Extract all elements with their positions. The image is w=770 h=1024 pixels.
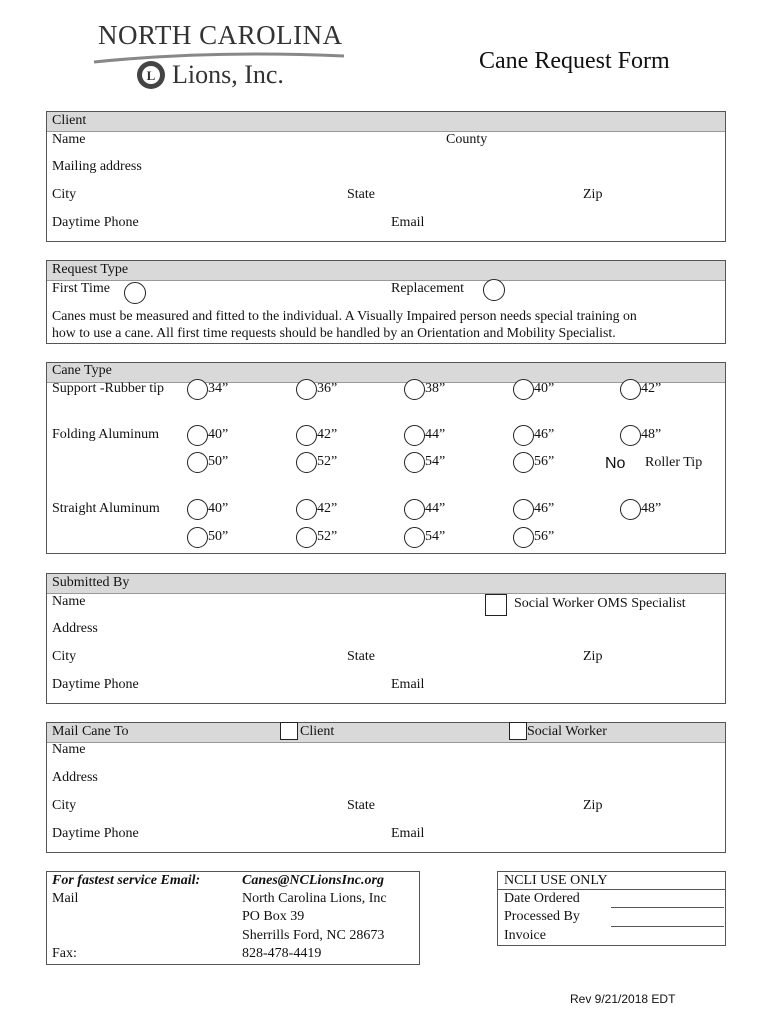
support-size-label: 42” xyxy=(641,381,662,396)
submitted-city-label[interactable]: City xyxy=(52,649,77,664)
request-heading-bar xyxy=(47,261,725,281)
contact-address-line3: Sherrills Ford, NC 28673 xyxy=(242,928,385,943)
support-size-label: 36” xyxy=(317,381,338,396)
client-section xyxy=(46,111,726,242)
straight-size-radio[interactable] xyxy=(513,499,534,520)
processed-by-line[interactable] xyxy=(611,926,724,927)
client-email-label[interactable]: Email xyxy=(391,215,425,230)
mail-section xyxy=(46,722,726,853)
client-heading-bar xyxy=(47,112,725,132)
straight-size-radio[interactable] xyxy=(404,527,425,548)
straight-size-label: 46” xyxy=(534,501,555,516)
fax-label: Fax: xyxy=(52,946,77,961)
folding-size-label: 52” xyxy=(317,454,338,469)
office-heading-divider xyxy=(497,889,726,890)
invoice-label: Invoice xyxy=(504,928,546,943)
mail-state-label[interactable]: State xyxy=(347,798,375,813)
request-note-line2: how to use a cane. All first time requests should be handled by an Orientation and Mobility Specialist. xyxy=(52,325,616,340)
straight-size-label: 48” xyxy=(641,501,662,516)
mail-social-worker-label: Social Worker xyxy=(527,724,607,739)
support-size-label: 40” xyxy=(534,381,555,396)
mail-zip-label[interactable]: Zip xyxy=(583,798,603,813)
folding-size-label: 46” xyxy=(534,427,555,442)
folding-label: Folding Aluminum xyxy=(52,427,159,442)
folding-size-radio[interactable] xyxy=(404,452,425,473)
mail-heading-bar xyxy=(47,723,725,743)
request-note-line1: Canes must be measured and fitted to the individual. A Visually Impaired person needs special training on xyxy=(52,308,637,323)
submitted-email-label[interactable]: Email xyxy=(391,677,425,692)
processed-by-label: Processed By xyxy=(504,909,580,924)
first-time-radio[interactable] xyxy=(124,282,146,304)
folding-size-label: 48” xyxy=(641,427,662,442)
folding-size-radio[interactable] xyxy=(404,425,425,446)
contact-address-line1: North Carolina Lions, Inc xyxy=(242,891,387,906)
straight-size-radio[interactable] xyxy=(620,499,641,520)
client-mailing-label[interactable]: Mailing address xyxy=(52,159,142,174)
date-ordered-line[interactable] xyxy=(611,907,724,908)
date-ordered-label: Date Ordered xyxy=(504,891,580,906)
folding-size-radio[interactable] xyxy=(187,425,208,446)
straight-label: Straight Aluminum xyxy=(52,501,160,516)
client-phone-label[interactable]: Daytime Phone xyxy=(52,215,139,230)
logo-text-line1: NORTH CAROLINA xyxy=(98,20,343,50)
client-name-label[interactable]: Name xyxy=(52,132,86,147)
cane-heading: Cane Type xyxy=(52,363,112,378)
revision-text: Rev 9/21/2018 EDT xyxy=(570,992,676,1006)
submitted-section xyxy=(46,573,726,704)
support-size-radio[interactable] xyxy=(404,379,425,400)
office-heading: NCLI USE ONLY xyxy=(504,873,608,888)
no-roller-tip-text: No xyxy=(605,455,626,472)
folding-size-radio[interactable] xyxy=(620,425,641,446)
submitted-state-label[interactable]: State xyxy=(347,649,375,664)
mail-client-checkbox[interactable] xyxy=(280,722,298,740)
submitted-phone-label[interactable]: Daytime Phone xyxy=(52,677,139,692)
support-size-radio[interactable] xyxy=(296,379,317,400)
cane-heading-bar xyxy=(47,363,725,383)
request-heading: Request Type xyxy=(52,262,129,277)
straight-size-radio[interactable] xyxy=(187,499,208,520)
client-heading: Client xyxy=(52,113,87,128)
contact-email[interactable]: Canes@NCLionsInc.org xyxy=(242,873,384,888)
first-time-label: First Time xyxy=(52,281,110,296)
submitted-zip-label[interactable]: Zip xyxy=(583,649,603,664)
straight-size-label: 50” xyxy=(208,529,229,544)
folding-size-radio[interactable] xyxy=(513,425,534,446)
folding-size-radio[interactable] xyxy=(296,452,317,473)
submitted-heading-bar xyxy=(47,574,725,594)
replacement-label: Replacement xyxy=(391,281,465,296)
logo xyxy=(92,18,352,96)
logo-text-line2: Lions, Inc. xyxy=(172,60,284,89)
folding-size-label: 40” xyxy=(208,427,229,442)
submitted-name-label[interactable]: Name xyxy=(52,594,86,609)
replacement-radio[interactable] xyxy=(483,279,505,301)
client-state-label[interactable]: State xyxy=(347,187,375,202)
folding-size-label: 50” xyxy=(208,454,229,469)
client-city-label[interactable]: City xyxy=(52,187,77,202)
roller-tip-label: Roller Tip xyxy=(645,455,703,470)
mail-name-label[interactable]: Name xyxy=(52,742,86,757)
mail-heading: Mail Cane To xyxy=(52,724,129,739)
folding-size-label: 42” xyxy=(317,427,338,442)
folding-size-label: 44” xyxy=(425,427,446,442)
straight-size-label: 52” xyxy=(317,529,338,544)
support-size-radio[interactable] xyxy=(620,379,641,400)
support-size-radio[interactable] xyxy=(187,379,208,400)
mail-label: Mail xyxy=(52,891,79,906)
support-size-label: 38” xyxy=(425,381,446,396)
mail-phone-label[interactable]: Daytime Phone xyxy=(52,826,139,841)
folding-size-label: 54” xyxy=(425,454,446,469)
support-size-radio[interactable] xyxy=(513,379,534,400)
mail-address-label[interactable]: Address xyxy=(52,770,98,785)
straight-size-label: 56” xyxy=(534,529,555,544)
mail-social-worker-checkbox[interactable] xyxy=(509,722,527,740)
social-worker-oms-checkbox[interactable] xyxy=(485,594,507,616)
fast-service-label: For fastest service Email: xyxy=(52,873,201,888)
contact-address-line2: PO Box 39 xyxy=(242,909,305,924)
mail-client-label: Client xyxy=(300,724,335,739)
client-zip-label[interactable]: Zip xyxy=(583,187,603,202)
folding-size-radio[interactable] xyxy=(296,425,317,446)
straight-size-radio[interactable] xyxy=(404,499,425,520)
lions-emblem-icon xyxy=(136,60,166,90)
straight-size-radio[interactable] xyxy=(513,527,534,548)
straight-size-label: 54” xyxy=(425,529,446,544)
fax-number: 828-478-4419 xyxy=(242,946,322,961)
mail-email-label[interactable]: Email xyxy=(391,826,425,841)
submitted-heading: Submitted By xyxy=(52,575,130,590)
folding-size-radio[interactable] xyxy=(513,452,534,473)
folding-size-radio[interactable] xyxy=(187,452,208,473)
straight-size-label: 44” xyxy=(425,501,446,516)
submitted-address-label[interactable]: Address xyxy=(52,621,98,636)
folding-size-label: 56” xyxy=(534,454,555,469)
straight-size-label: 40” xyxy=(208,501,229,516)
straight-size-radio[interactable] xyxy=(296,527,317,548)
straight-size-radio[interactable] xyxy=(187,527,208,548)
straight-size-radio[interactable] xyxy=(296,499,317,520)
client-county-label[interactable]: County xyxy=(446,132,488,147)
support-size-label: 34” xyxy=(208,381,229,396)
social-worker-oms-label: Social Worker OMS Specialist xyxy=(514,596,686,611)
mail-city-label[interactable]: City xyxy=(52,798,77,813)
form-title: Cane Request Form xyxy=(479,48,670,74)
straight-size-label: 42” xyxy=(317,501,338,516)
support-label: Support -Rubber tip xyxy=(52,381,164,396)
svg-text:L: L xyxy=(146,68,156,83)
